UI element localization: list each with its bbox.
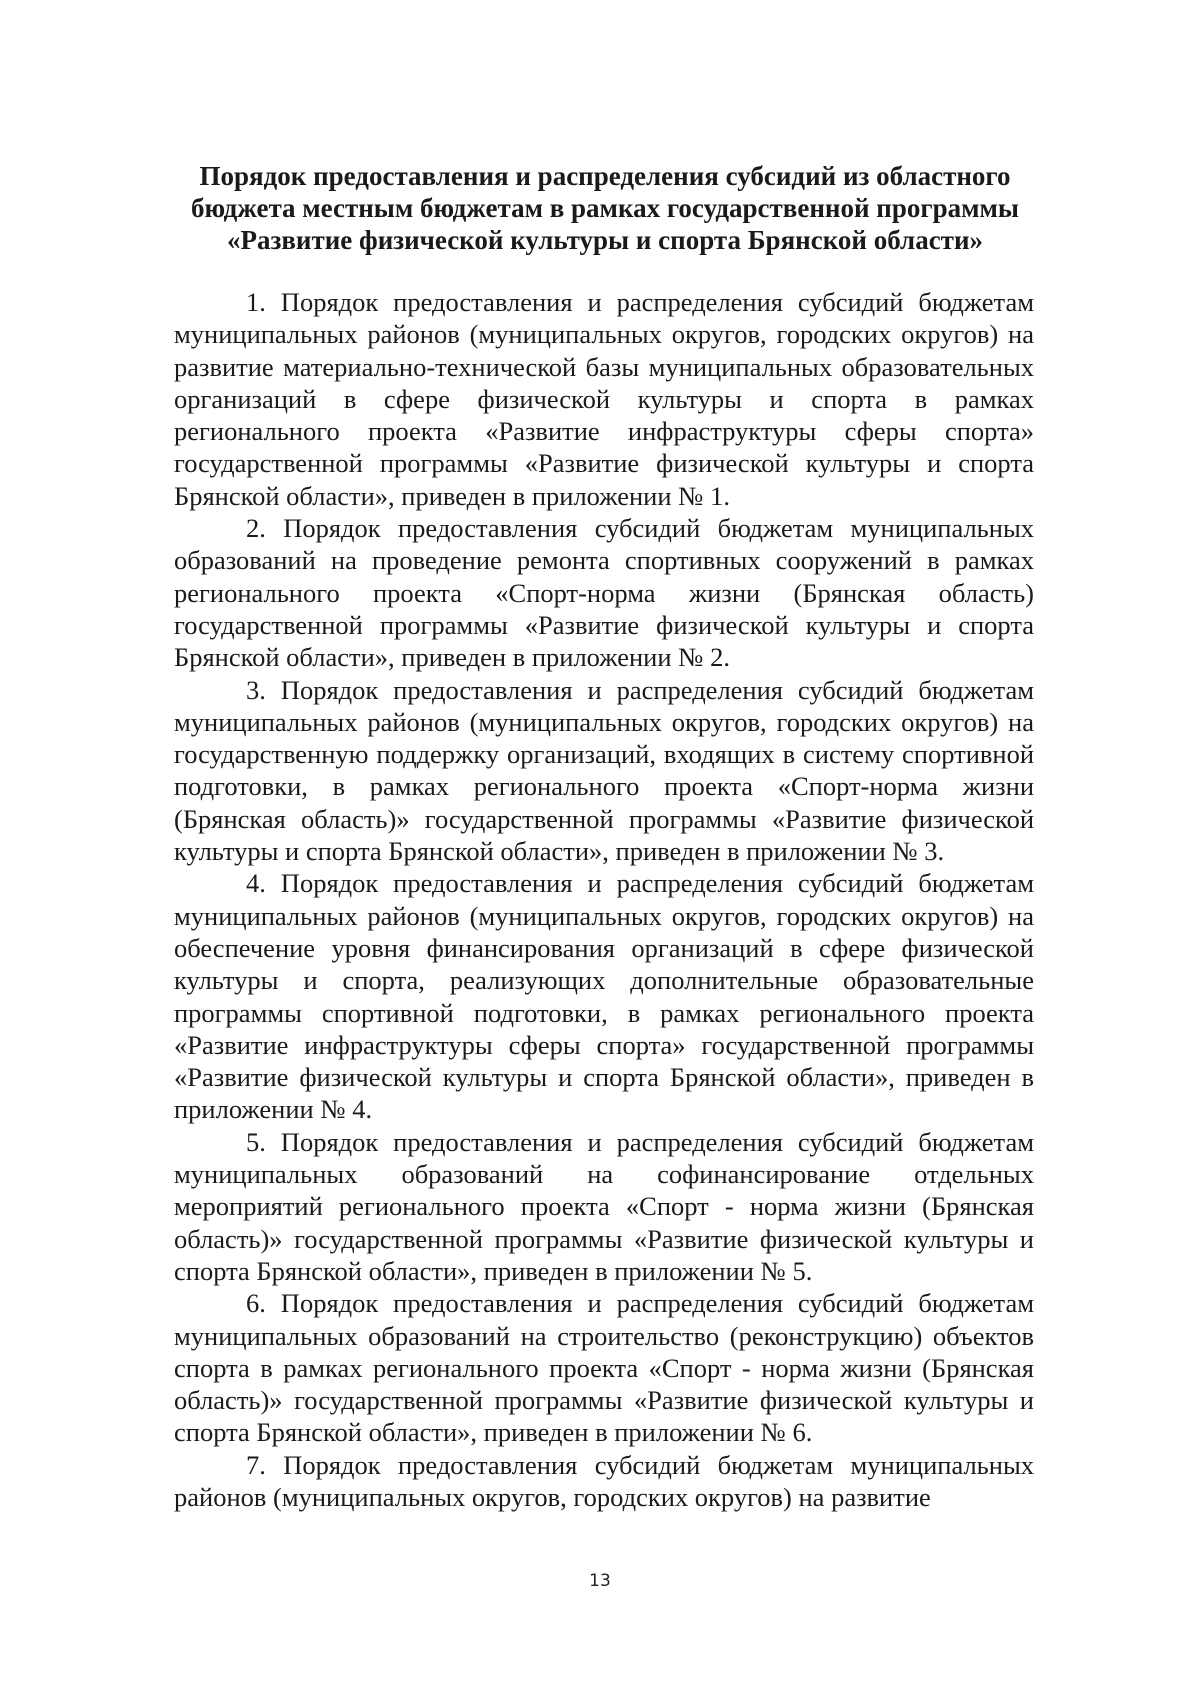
paragraph-3: 3. Порядок предоставления и распределения субсидий бюджетам муниципальных районов (муниципальных округов, городских округов) на государственную поддержку организаций, входящих в систему спортивной подготовки, в рамках регионального проекта «Спорт-норма жизни (Брянская область)» государственной программы «Развитие физической культуры и спорта Брянской области», приведен в приложении № 3. — [174, 674, 1034, 867]
paragraph-4: 4. Порядок предоставления и распределения субсидий бюджетам муниципальных районов (муниципальных округов, городских округов) на обеспечение уровня финансирования организаций в сфере физической культуры и спорта, реализующих дополнительные образовательные программы спортивной подготовки, в рамках регионального проекта «Развитие инфраструктуры сферы спорта» государственной программы «Развитие физической культуры и спорта Брянской области», приведен в приложении № 4. — [174, 868, 1034, 1125]
paragraph-5: 5. Порядок предоставления и распределения субсидий бюджетам муниципальных образований на софинансирование отдельных мероприятий регионального проекта «Спорт - норма жизни (Брянская область)» государственной программы «Развитие физической культуры и спорта Брянской области», приведен в приложении № 5. — [174, 1126, 1034, 1286]
title-line: «Развитие физической культуры и спорта Брянской области» — [226, 225, 983, 255]
paragraph-7: 7. Порядок предоставления субсидий бюджетам муниципальных районов (муниципальных округов, городских округов) на развитие — [174, 1449, 1034, 1512]
paragraph-1: 1. Порядок предоставления и распределения субсидий бюджетам муниципальных районов (муниципальных округов, городских округов) на развитие материально-технической базы муниципальных образовательных организаций в сфере физической культуры и спорта в рамках регионального проекта «Развитие инфраструктуры сферы спорта» государственной программы «Развитие физической культуры и спорта Брянской области», приведен в приложении № 1. — [174, 287, 1034, 511]
page-number: 13 — [589, 1571, 611, 1591]
paragraph-6: 6. Порядок предоставления и распределения субсидий бюджетам муниципальных образований на строительство (реконструкцию) объектов спорта в рамках регионального проекта «Спорт - норма жизни (Брянская область)» государственной программы «Развитие физической культуры и спорта Брянской области», приведен в приложении № 6. — [174, 1288, 1034, 1448]
document-body — [174, 286, 1034, 1513]
paragraph-2: 2. Порядок предоставления субсидий бюджетам муниципальных образований на проведение ремонта спортивных сооружений в рамках регионального проекта «Спорт-норма жизни (Брянская область) государственной программы «Развитие физической культуры и спорта Брянской области», приведен в приложении № 2. — [174, 513, 1034, 673]
title-line: Порядок предоставления и распределения субсидий из областного — [199, 161, 1011, 191]
title-line: бюджета местным бюджетам в рамках государственной программы — [191, 193, 1019, 223]
document-title — [175, 160, 1035, 256]
